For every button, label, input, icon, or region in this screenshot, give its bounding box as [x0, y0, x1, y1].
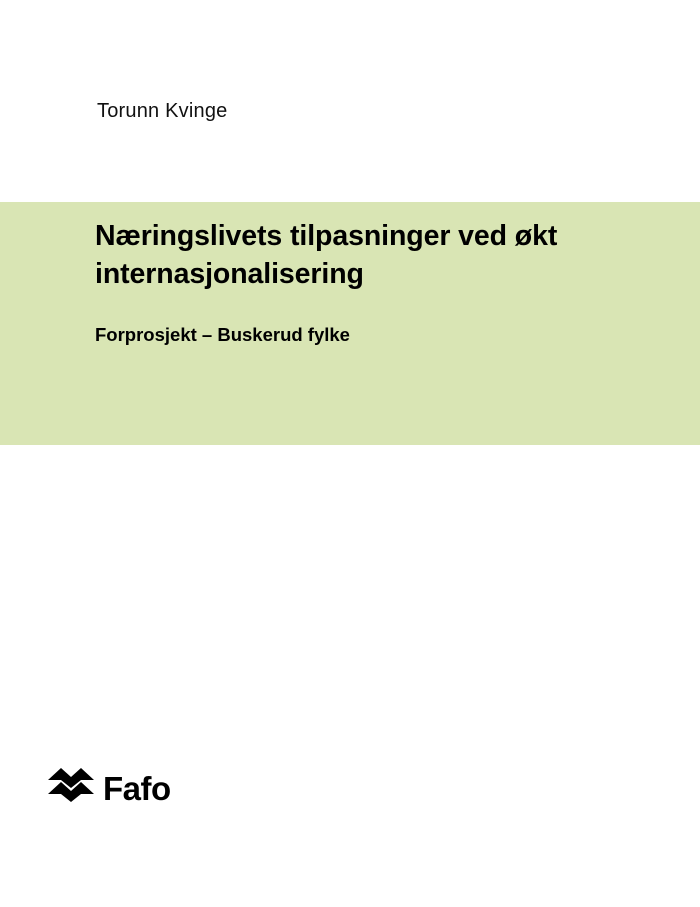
fafo-wordmark: Fafo [103, 769, 171, 807]
fafo-logo [48, 768, 171, 806]
page-subtitle: Forprosjekt – Buskerud fylke [95, 324, 350, 345]
author-name: Torunn Kvinge [97, 100, 228, 122]
fafo-chevron-mark-icon [48, 768, 94, 806]
page-title: Næringslivets tilpasninger ved økt internasjonalisering [95, 220, 558, 290]
